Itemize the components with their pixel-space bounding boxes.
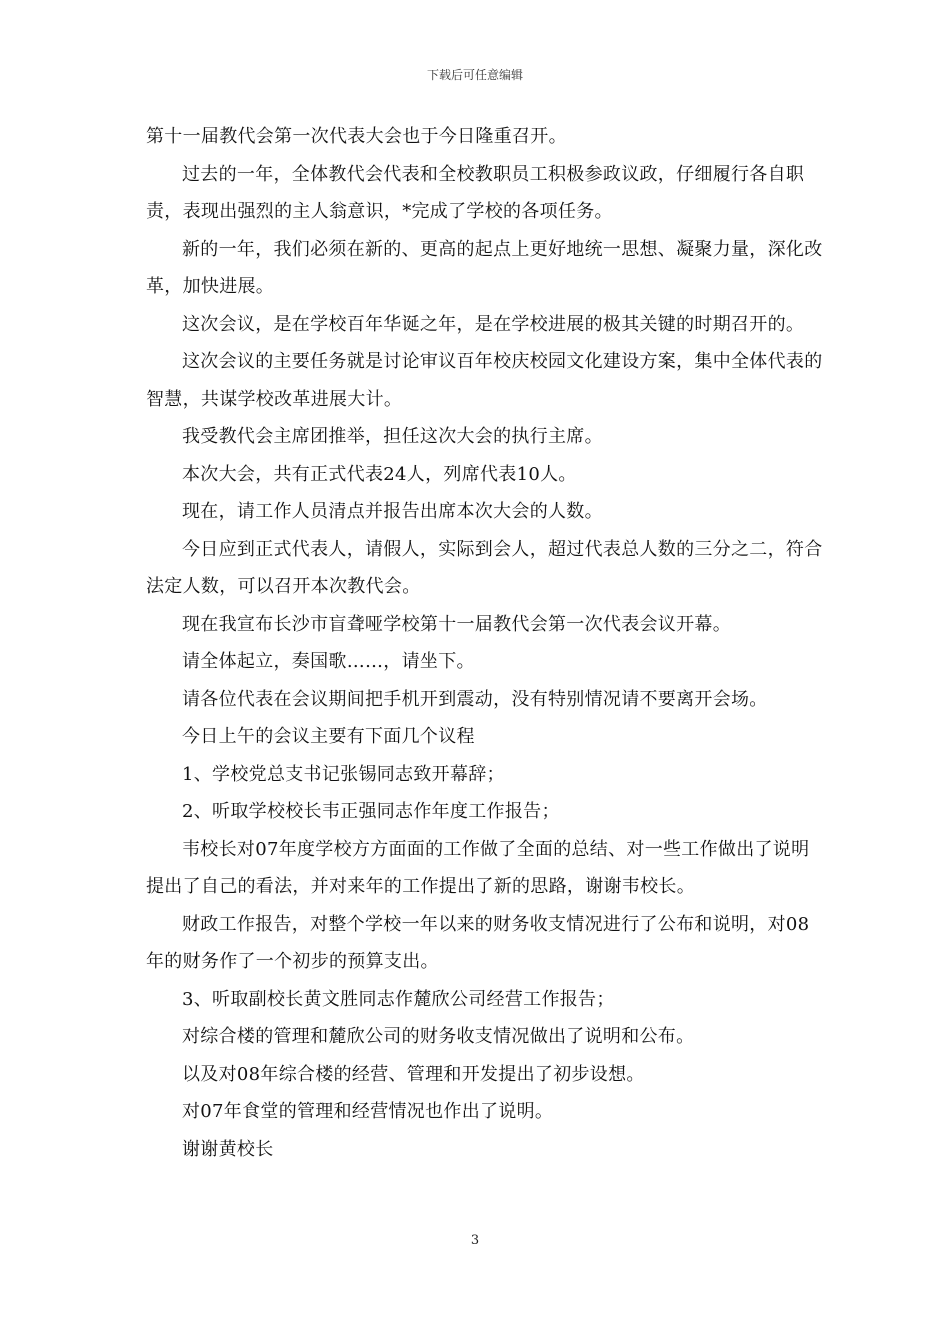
paragraph: 今日应到正式代表人，请假人，实际到会人，超过代表总人数的三分之二，符合法定人数，可以召开本次教代会。 <box>146 538 823 597</box>
paragraph: 过去的一年，全体教代会代表和全校教职员工积极参政议政，仔细履行各自职责，表现出强烈的主人翁意识，*完成了学校的各项任务。 <box>146 163 805 222</box>
paragraph: 我受教代会主席团推举，担任这次大会的执行主席。 <box>182 426 603 447</box>
document-body <box>146 118 826 1168</box>
page-number: 3 <box>470 1233 480 1248</box>
paragraph: 这次会议的主要任务就是讨论审议百年校庆校园文化建设方案，集中全体代表的智慧，共谋学校改革进展大计。 <box>146 351 823 410</box>
paragraph: 现在我宣布长沙市盲聋哑学校第十一届教代会第一次代表会议开幕。 <box>182 613 731 635</box>
paragraph: 今日上午的会议主要有下面几个议程 <box>182 726 475 747</box>
paragraph: 新的一年，我们必须在新的、更高的起点上更好地统一思想、凝聚力量，深化改革，加快进展。 <box>146 238 823 297</box>
paragraph: 谢谢黄校长 <box>182 1138 274 1160</box>
paragraph: 1、学校党总支书记张锡同志致开幕辞； <box>182 763 505 785</box>
paragraph: 第十一届教代会第一次代表大会也于今日隆重召开。 <box>146 126 567 147</box>
page-header: 下载后可任意编辑 <box>426 68 523 82</box>
paragraph: 对综合楼的管理和麓欣公司的财务收支情况做出了说明和公布。 <box>182 1026 695 1047</box>
paragraph: 2、听取学校校长韦正强同志作年度工作报告； <box>182 801 560 822</box>
paragraph: 请全体起立，奏国歌……，请坐下。 <box>182 651 475 672</box>
paragraph: 请各位代表在会议期间把手机开到震动，没有特别情况请不要离开会场。 <box>182 688 768 710</box>
paragraph: 财政工作报告，对整个学校一年以来的财务收支情况进行了公布和说明，对08年的财务作了一个初步的预算支出。 <box>146 913 810 972</box>
paragraph: 韦校长对07年度学校方方面面的工作做了全面的总结、对一些工作做出了说明提出了自己的看法，并对来年的工作提出了新的思路，谢谢韦校长。 <box>146 838 810 897</box>
paragraph: 对07年食堂的管理和经营情况也作出了说明。 <box>182 1101 554 1122</box>
paragraph: 这次会议，是在学校百年华诞之年，是在学校进展的极其关键的时期召开的。 <box>182 313 805 335</box>
paragraph: 3、听取副校长黄文胜同志作麓欣公司经营工作报告； <box>182 988 615 1010</box>
paragraph: 本次大会，共有正式代表24人，列席代表10人。 <box>182 463 577 485</box>
paragraph: 现在，请工作人员清点并报告出席本次大会的人数。 <box>182 501 603 522</box>
paragraph: 以及对08年综合楼的经营、管理和开发提出了初步设想。 <box>182 1063 645 1085</box>
